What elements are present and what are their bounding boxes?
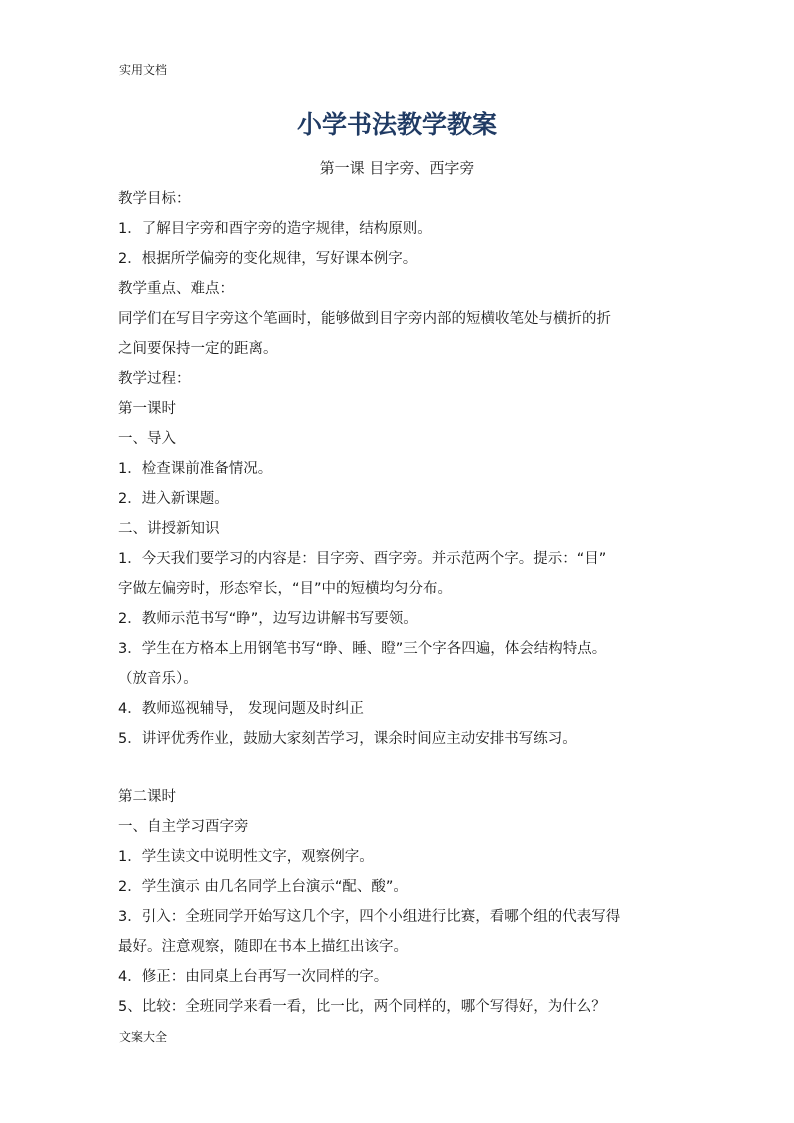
footer-label: 文案大全 bbox=[119, 1030, 168, 1044]
body-line: 二、讲授新知识 bbox=[118, 521, 220, 537]
body-line: 一、导入 bbox=[118, 431, 176, 447]
body-line: 2．教师示范书写“睁”，边写边讲解书写要领。 bbox=[118, 611, 418, 627]
body-line: 1．今天我们要学习的内容是：目字旁、酉字旁。并示范两个字。提示：“目” bbox=[118, 551, 607, 567]
body-line: 5、比较：全班同学来看一看，比一比，两个同样的，哪个写得好，为什么？ bbox=[118, 999, 606, 1015]
body-line: 教学目标： bbox=[118, 191, 191, 207]
lesson-subtitle: 第一课 目字旁、西字旁 bbox=[319, 159, 475, 177]
body-line: 教学过程： bbox=[118, 371, 191, 387]
body-line: 2．进入新课题。 bbox=[118, 491, 229, 507]
body-line: 5．讲评优秀作业，鼓励大家刻苦学习，课余时间应主动安排书写练习。 bbox=[118, 731, 577, 747]
body-line: 第一课时 bbox=[118, 401, 176, 417]
body-line: 1．了解目字旁和酉字旁的造字规律，结构原则。 bbox=[118, 221, 432, 237]
body-line: 最好。注意观察，随即在书本上描红出该字。 bbox=[118, 939, 408, 955]
header-label: 实用文档 bbox=[119, 63, 168, 77]
page-title: 小学书法教学教案 bbox=[296, 110, 497, 139]
body-line: 3．引入：全班同学开始写这几个字，四个小组进行比赛，看哪个组的代表写得 bbox=[118, 909, 621, 925]
body-line: 4．修正：由同桌上台再写一次同样的字。 bbox=[118, 969, 389, 985]
body-line: 第二课时 bbox=[118, 789, 176, 805]
body-line: 3．学生在方格本上用钢笔书写“睁、睡、瞪”三个字各四遍，体会结构特点。 bbox=[118, 641, 607, 657]
body-line: 1．检查课前准备情况。 bbox=[118, 461, 273, 477]
body-line: 4．教师巡视辅导， 发现问题及时纠正 bbox=[118, 701, 364, 717]
body-line: 1．学生读文中说明性文字，观察例字。 bbox=[118, 849, 374, 865]
body-line: 2．学生演示 由几名同学上台演示“配、酸”。 bbox=[118, 879, 408, 895]
body-line: （放音乐）。 bbox=[118, 671, 198, 687]
body-line: 字做左偏旁时，形态窄长，“目”中的短横均匀分布。 bbox=[118, 581, 453, 597]
body-line: 同学们在写目字旁这个笔画时，能够做到目字旁内部的短横收笔处与横折的折 bbox=[118, 311, 611, 327]
body-line: 2．根据所学偏旁的变化规律，写好课本例字。 bbox=[118, 251, 418, 267]
body-line: 教学重点、难点： bbox=[118, 281, 234, 297]
body-line: 一、自主学习酉字旁 bbox=[118, 819, 249, 835]
document-body bbox=[118, 184, 678, 1022]
body-line: 之间要保持一定的距离。 bbox=[118, 341, 278, 357]
